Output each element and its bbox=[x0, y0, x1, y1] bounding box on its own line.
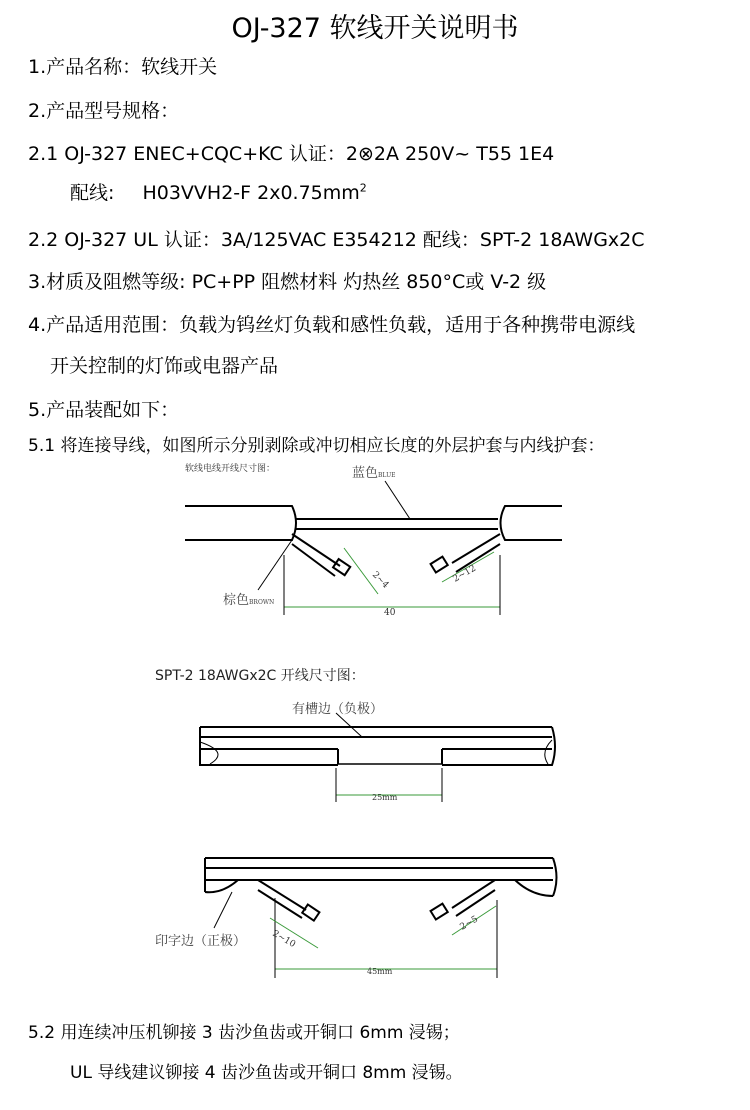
dim3-total-label: 45mm bbox=[367, 967, 393, 976]
section-4-line-2: 开关控制的灯饰或电器产品 bbox=[50, 355, 279, 377]
cable3-right-tip bbox=[431, 904, 448, 920]
brown-conductor-left bbox=[292, 534, 340, 576]
brown-label-en: BROWN bbox=[249, 599, 275, 606]
cable3-left-curve bbox=[205, 880, 238, 892]
brown-tip-left bbox=[333, 559, 350, 575]
wire-value: H03VVH2-F 2x0.75mm bbox=[142, 182, 360, 204]
circled-x-symbol: ⊗ bbox=[357, 143, 374, 165]
section-2: 2.产品型号规格： bbox=[28, 100, 180, 122]
diagram2-drawing bbox=[200, 713, 555, 765]
cable3-right-end bbox=[553, 858, 557, 896]
section-2-1-suffix: 2A 250V~ T55 1E4 bbox=[373, 143, 555, 165]
section-5: 5.产品装配如下： bbox=[28, 399, 180, 421]
print-label: 印字边（正极） bbox=[155, 934, 247, 949]
dim3-left-label: 2~10 bbox=[270, 928, 297, 950]
cable2-right-end bbox=[442, 727, 555, 765]
right-jacket bbox=[501, 506, 563, 540]
section-5-2-line-2: UL 导线建议铆接 4 齿沙鱼齿或开铜口 8mm 浸锡。 bbox=[70, 1063, 463, 1083]
diagram1-dimensions bbox=[284, 548, 500, 615]
dim2-total-label: 25mm bbox=[372, 793, 398, 802]
diagram2-caption: SPT-2 18AWGx2C 开线尺寸图： bbox=[155, 668, 365, 684]
blue-label-en: BLUE bbox=[378, 472, 396, 479]
document-title: OJ-327 软线开关说明书 bbox=[231, 13, 519, 44]
wire-value-superscript: 2 bbox=[359, 181, 367, 195]
section-2-2: 2.2 OJ-327 UL 认证：3A/125VAC E354212 配线：SPT-2 18AWGx2C bbox=[28, 229, 645, 251]
blue-label-cn: 蓝色 bbox=[352, 466, 379, 481]
blue-leader bbox=[385, 481, 410, 519]
brown-label-cn: 棕色 bbox=[223, 593, 250, 608]
dim1-total-label: 40 bbox=[384, 608, 396, 618]
brown-leader bbox=[258, 540, 292, 590]
section-3: 3.材质及阻燃等级: PC+PP 阻燃材料 灼热丝 850°C或 V-2 级 bbox=[28, 271, 547, 293]
cable2-left-end bbox=[200, 727, 338, 765]
brown-tip-right bbox=[431, 557, 448, 573]
section-4-line-1: 4.产品适用范围：负载为钨丝灯负载和感性负载，适用于各种携带电源线 bbox=[28, 314, 636, 336]
dim1-right-label: 2~12 bbox=[451, 563, 478, 585]
print-leader bbox=[214, 892, 232, 928]
cable2-right-curve bbox=[545, 740, 552, 764]
section-1: 1.产品名称：软线开关 bbox=[28, 56, 218, 78]
cable3-right-curve bbox=[515, 880, 553, 896]
dim3-right-label: 2~5 bbox=[458, 914, 480, 933]
groove-label: 有槽边（负极） bbox=[292, 702, 384, 717]
cable3-left-tip bbox=[302, 904, 319, 920]
diagram3-drawing bbox=[205, 858, 557, 928]
dim1-left-line bbox=[344, 548, 378, 594]
dim1-left-label: 2~4 bbox=[369, 570, 391, 591]
section-5-2-line-1: 5.2 用连续冲压机铆接 3 齿沙鱼齿或开铜口 6mm 浸锡； bbox=[28, 1023, 460, 1043]
wire-label: 配线: bbox=[70, 182, 115, 204]
section-2-1-prefix: 2.1 OJ-327 ENEC+CQC+KC 认证：2 bbox=[28, 143, 358, 165]
section-5-1: 5.1 将连接导线，如图所示分别剥除或冲切相应长度的外层护套与内线护套： bbox=[28, 436, 605, 456]
cable3-left-conductor bbox=[258, 880, 306, 918]
left-jacket bbox=[185, 506, 296, 540]
diagram1-caption: 软线电线开线尺寸图： bbox=[185, 464, 276, 474]
cable2-left-curve bbox=[200, 742, 218, 764]
